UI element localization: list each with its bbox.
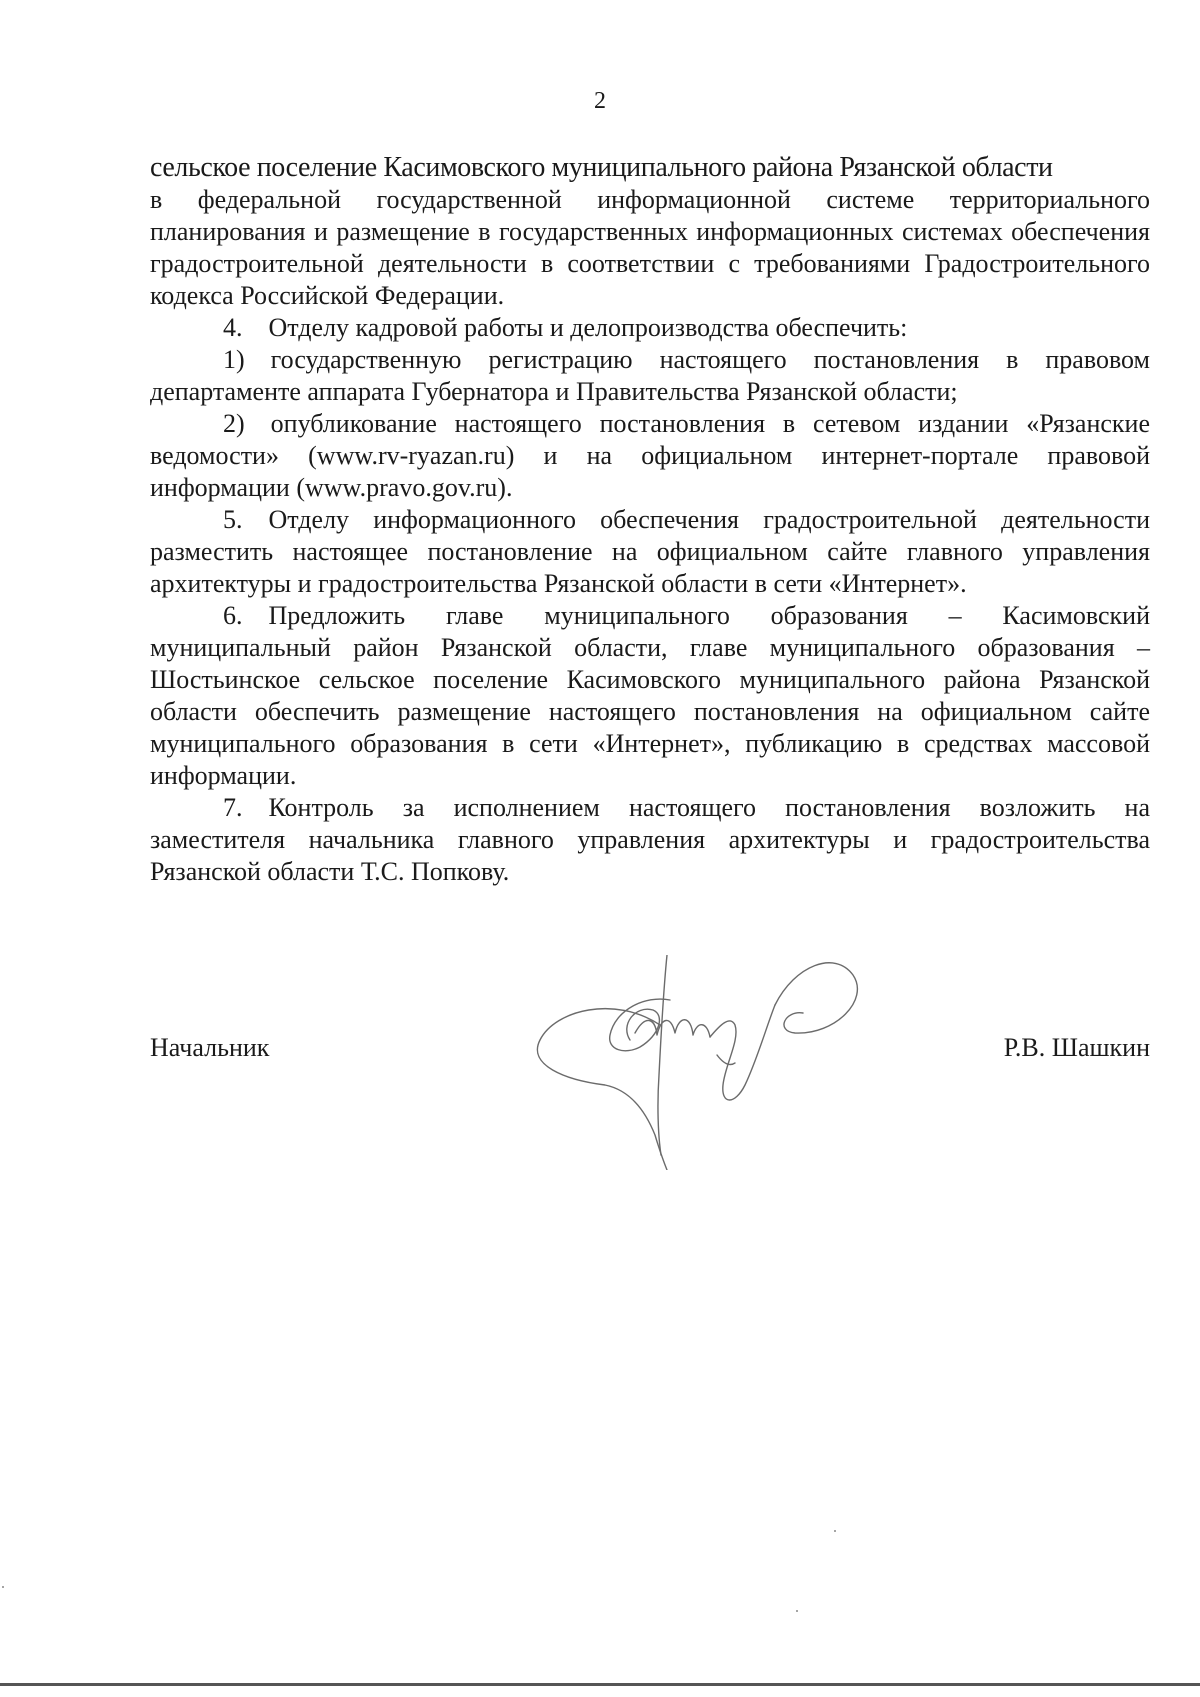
paragraph-continuation: в федеральной государственной информационной системе территориального планирования и размещение в государственных информационных системах обеспечения градостроительной деятельности в соответствии с требованиями Градостроительного кодекса Российской Федерации. (150, 185, 1150, 310)
paragraph-item-7: 7. Контроль за исполнением настоящего постановления возложить на заместителя начальника главного управления архитектуры и градостроительства Рязанской области Т.С. Попкову. (150, 793, 1150, 886)
scan-speck (2, 1586, 4, 1588)
paragraph-item-4-1: 1) государственную регистрацию настоящего постановления в правовом департаменте аппарата Губернатора и Правительства Рязанской области; (150, 345, 1150, 406)
scan-edge-line (0, 1683, 1200, 1686)
paragraph-item-5: 5. Отделу информационного обеспечения градостроительной деятельности разместить настоящее постановление на официальном сайте главного управления архитектуры и градостроительства Рязанской области в сети «Интернет». (150, 505, 1150, 598)
signatory-name: Р.В. Шашкин (1003, 1033, 1150, 1062)
paragraph-item-4: 4. Отделу кадровой работы и делопроизводства обеспечить: (223, 313, 908, 342)
scan-speck (834, 1530, 836, 1532)
paragraph-item-6: 6. Предложить главе муниципального образования – Касимовский муниципальный район Рязанской области, главе муниципального образования – Шостьинское сельское поселение Касимовского муниципального района Рязанской области обеспечить размещение настоящего постановления на официальном сайте муниципального образования в сети «Интернет», публикацию в средствах массовой информации. (150, 601, 1150, 790)
handwritten-signature (535, 955, 885, 1170)
paragraph-continuation-first-line: сельское поселение Касимовского муниципального района Рязанской области (150, 152, 1053, 183)
page-number: 2 (594, 88, 606, 114)
signatory-position: Начальник (150, 1033, 270, 1062)
paragraph-item-4-2: 2) опубликование настоящего постановления в сетевом издании «Рязанские ведомости» (www.rv-ryazan.ru) и на официальном интернет-портале правовой информации (www.pravo.gov.ru). (150, 409, 1150, 502)
document-body (150, 152, 1150, 888)
scan-speck (796, 1610, 798, 1612)
